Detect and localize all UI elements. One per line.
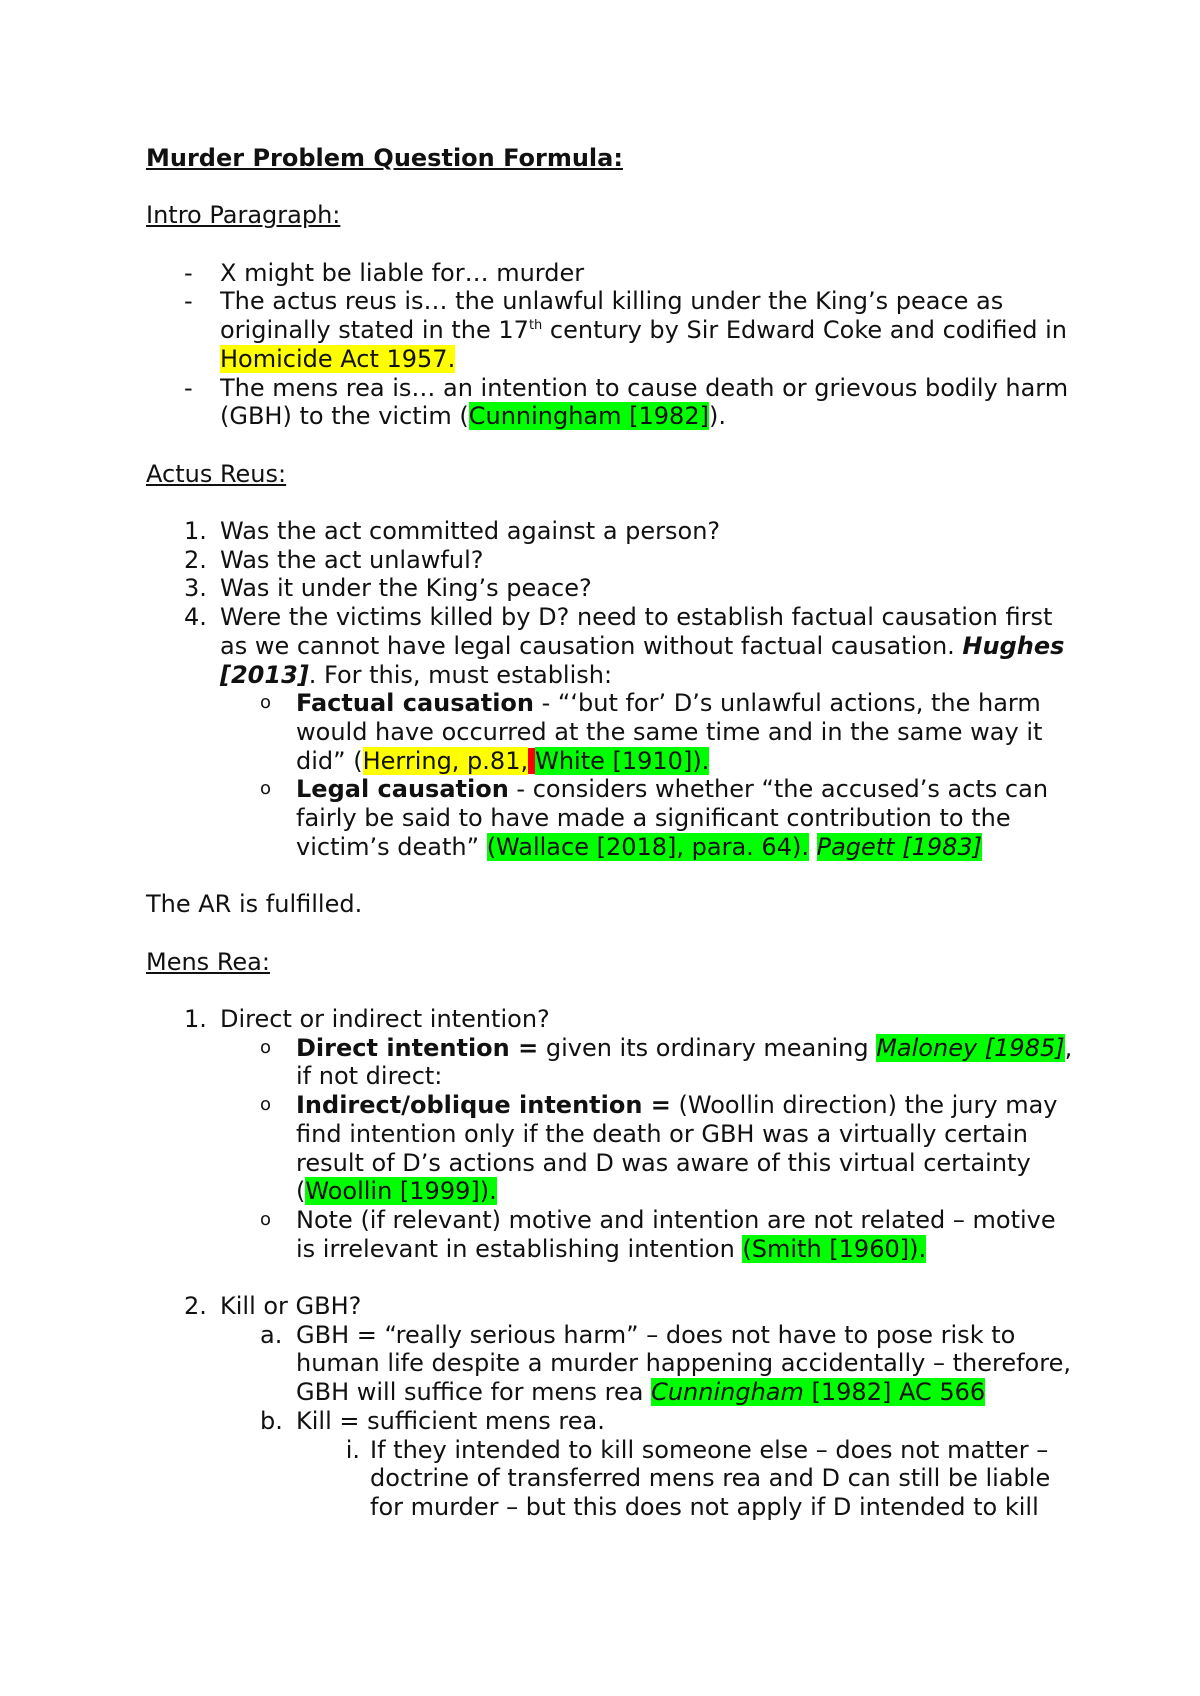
transferred-malice-item: i. If they intended to kill someone else – does not matter – doctrine of transferred mens rea and D can still be liable for murder – but this does not apply if D intended to kill — [345, 1435, 1051, 1521]
intro-bullet-3: - The mens rea is… an intention to cause death or grievous bodily harm (GBH) to the victim (Cunningham [1982]). — [184, 373, 1069, 431]
motive-note-item: o Note (if relevant) motive and intention are not related – motive is irrelevant in establishing intention (Smith [1960]). — [260, 1205, 1056, 1263]
gbh-item: a. GBH = “really serious harm” – does not have to pose risk to human life despite a murder happening accidentally – therefore, GBH will suffice for mens rea Cunningham [1982] AC 566 — [260, 1320, 1071, 1407]
mens-heading: Mens Rea: — [146, 947, 270, 976]
factual-causation-item: o Factual causation - “‘but for’ D’s unlawful actions, the harm would have occurred at the same time and in the same way it did” (Herring, p.81, White [1910]). — [260, 689, 1043, 775]
case-name: Hughes [2013] — [220, 631, 1065, 689]
citation-highlight: Herring, p.81, — [362, 746, 529, 775]
citation-highlight: Homicide Act 1957. — [220, 344, 456, 373]
actus-item-3: 3. Was it under the King’s peace? — [184, 574, 592, 603]
indirect-intention-item: o Indirect/oblique intention = (Woollin direction) the jury may find intention only if the death or GBH was a virtually certain result of D’s actions and D was aware of this virtual certainty (Woollin [1999]). — [260, 1091, 1058, 1206]
case-highlight: Maloney [1985] — [876, 1033, 1065, 1062]
intro-heading: Intro Paragraph: — [146, 201, 341, 230]
actus-heading: Actus Reus: — [146, 459, 287, 488]
document-body — [146, 144, 1076, 1522]
case-highlight: White [1910]). — [535, 746, 710, 775]
actus-item-1: 1. Was the act committed against a person? — [184, 517, 721, 546]
actus-item-2: 2. Was the act unlawful? — [184, 545, 484, 574]
intro-bullet-1: - X might be liable for… murder — [184, 258, 585, 287]
case-highlight: (Smith [1960]). — [742, 1234, 927, 1263]
case-highlight: Woollin [1999]). — [305, 1177, 497, 1206]
intro-bullet-2: - The actus reus is… the unlawful killing under the King’s peace as originally stated in the 17th century by Sir Edward Coke and codified in Homicide Act 1957. — [184, 287, 1067, 373]
legal-causation-item: o Legal causation - considers whether “the accused’s acts can fairly be said to have made a significant contribution to the victim’s death” (Wallace [2018], para. 64). Pagett [1983] — [260, 775, 1049, 861]
actus-item-4: 4. Were the victims killed by D? need to establish factual causation first as we cannot have legal causation without factual causation. Hughes [2013]. For this, must establish: — [184, 603, 1065, 689]
mens-item-1: 1. Direct or indirect intention? — [184, 1004, 550, 1033]
ar-conclusion: The AR is fulfilled. — [146, 890, 363, 919]
direct-intention-item: o Direct intention = given its ordinary meaning Maloney [1985], if not direct: — [260, 1033, 1073, 1091]
case-highlight: Pagett [1983] — [816, 832, 983, 861]
case-highlight: [1982] AC 566 — [803, 1378, 986, 1407]
document-title: Murder Problem Question Formula: — [146, 144, 623, 172]
mens-item-2: 2. Kill or GBH? — [184, 1292, 362, 1320]
case-highlight: (Wallace [2018], para. 64). — [486, 832, 809, 861]
case-highlight: Cunningham — [651, 1378, 804, 1407]
kill-item: b. Kill = sufficient mens rea. — [260, 1406, 605, 1435]
case-highlight: Cunningham [1982] — [468, 402, 709, 431]
